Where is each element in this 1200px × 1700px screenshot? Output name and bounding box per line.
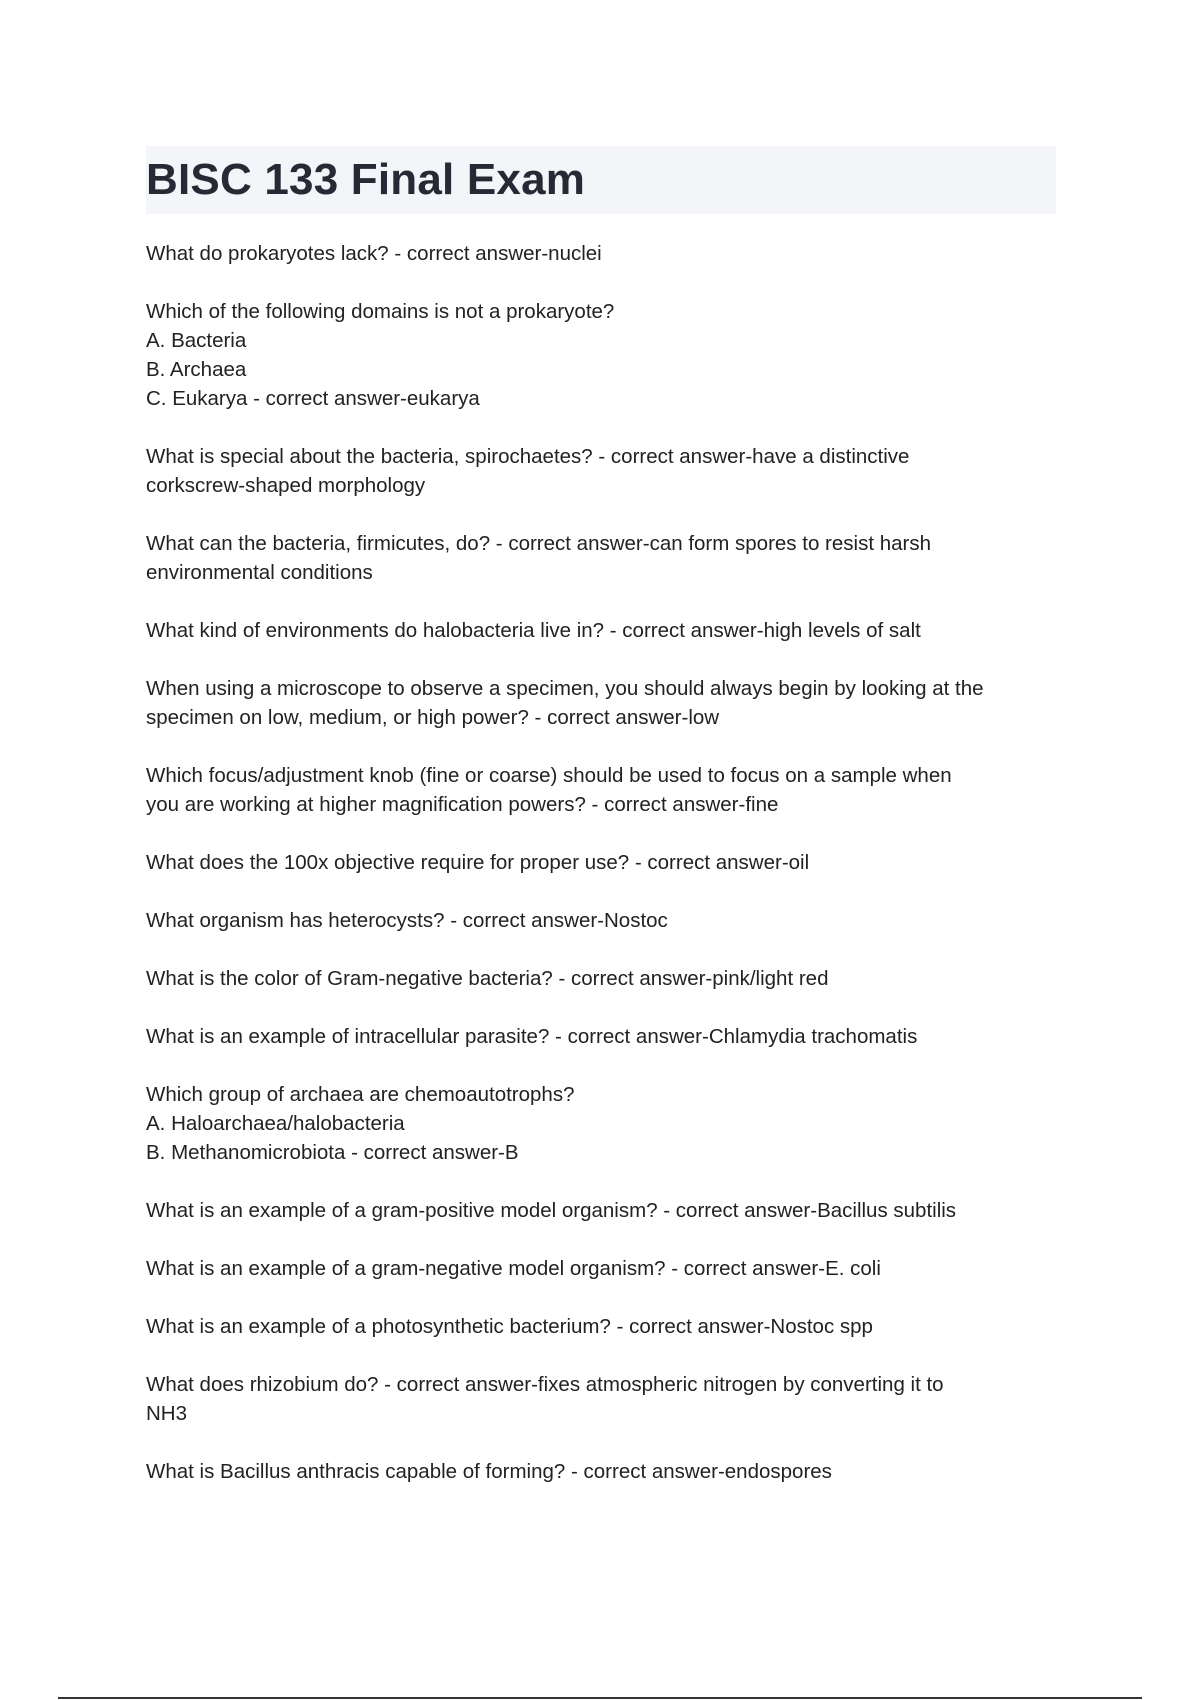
- qa-item-14: [146, 1254, 1056, 1283]
- qa-item-8: [146, 848, 1056, 877]
- qa-item-6: [146, 674, 1056, 732]
- qa-line: specimen on low, medium, or high power? - correct answer-low: [146, 706, 720, 729]
- qa-item-7: [146, 761, 1056, 819]
- qa-line: What organism has heterocysts? - correct answer-Nostoc: [146, 909, 668, 932]
- qa-item-16: [146, 1370, 1056, 1428]
- qa-line: What is an example of intracellular parasite? - correct answer-Chlamydia trachomatis: [146, 1025, 918, 1048]
- qa-item-1: [146, 239, 1056, 268]
- qa-item-12: [146, 1080, 1056, 1167]
- qa-item-10: [146, 964, 1056, 993]
- qa-item-9: [146, 906, 1056, 935]
- qa-line: A. Bacteria: [146, 329, 247, 352]
- qa-item-17: [146, 1457, 1056, 1486]
- qa-line: What kind of environments do halobacteria live in? - correct answer-high levels of salt: [146, 619, 921, 642]
- qa-item-15: [146, 1312, 1056, 1341]
- qa-line: B. Methanomicrobiota - correct answer-B: [146, 1141, 519, 1164]
- qa-item-5: [146, 616, 1056, 645]
- page-title: BISC 133 Final Exam: [146, 155, 586, 204]
- question-answer-list: [146, 239, 1056, 1515]
- qa-item-11: [146, 1022, 1056, 1051]
- qa-line: What is Bacillus anthracis capable of forming? - correct answer-endospores: [146, 1460, 832, 1483]
- qa-line: What can the bacteria, firmicutes, do? - correct answer-can form spores to resist harsh: [146, 532, 931, 555]
- qa-line: C. Eukarya - correct answer-eukarya: [146, 387, 480, 410]
- qa-line: When using a microscope to observe a specimen, you should always begin by looking at the: [146, 677, 984, 700]
- qa-line: What is an example of a photosynthetic bacterium? - correct answer-Nostoc spp: [146, 1315, 873, 1338]
- qa-line: Which of the following domains is not a prokaryote?: [146, 300, 615, 323]
- qa-line: What does rhizobium do? - correct answer-fixes atmospheric nitrogen by converting it to: [146, 1373, 944, 1396]
- qa-item-4: [146, 529, 1056, 587]
- qa-line: What do prokaryotes lack? - correct answer-nuclei: [146, 242, 602, 265]
- qa-item-2: [146, 297, 1056, 413]
- qa-line: What is an example of a gram-positive model organism? - correct answer-Bacillus subtilis: [146, 1199, 957, 1222]
- qa-line: Which focus/adjustment knob (fine or coarse) should be used to focus on a sample when: [146, 764, 952, 787]
- bottom-divider: [58, 1697, 1142, 1699]
- qa-line: corkscrew-shaped morphology: [146, 474, 426, 497]
- qa-line: What does the 100x objective require for proper use? - correct answer-oil: [146, 851, 810, 874]
- qa-line: A. Haloarchaea/halobacteria: [146, 1112, 405, 1135]
- qa-line: B. Archaea: [146, 358, 247, 381]
- qa-line: What is special about the bacteria, spirochaetes? - correct answer-have a distinctive: [146, 445, 910, 468]
- qa-line: Which group of archaea are chemoautotrophs?: [146, 1083, 575, 1106]
- qa-line: What is the color of Gram-negative bacteria? - correct answer-pink/light red: [146, 967, 829, 990]
- qa-item-3: [146, 442, 1056, 500]
- qa-line: environmental conditions: [146, 561, 373, 584]
- title-banner: [146, 146, 1056, 214]
- qa-line: What is an example of a gram-negative model organism? - correct answer-E. coli: [146, 1257, 881, 1280]
- qa-line: you are working at higher magnification powers? - correct answer-fine: [146, 793, 779, 816]
- qa-item-13: [146, 1196, 1056, 1225]
- qa-line: NH3: [146, 1402, 188, 1425]
